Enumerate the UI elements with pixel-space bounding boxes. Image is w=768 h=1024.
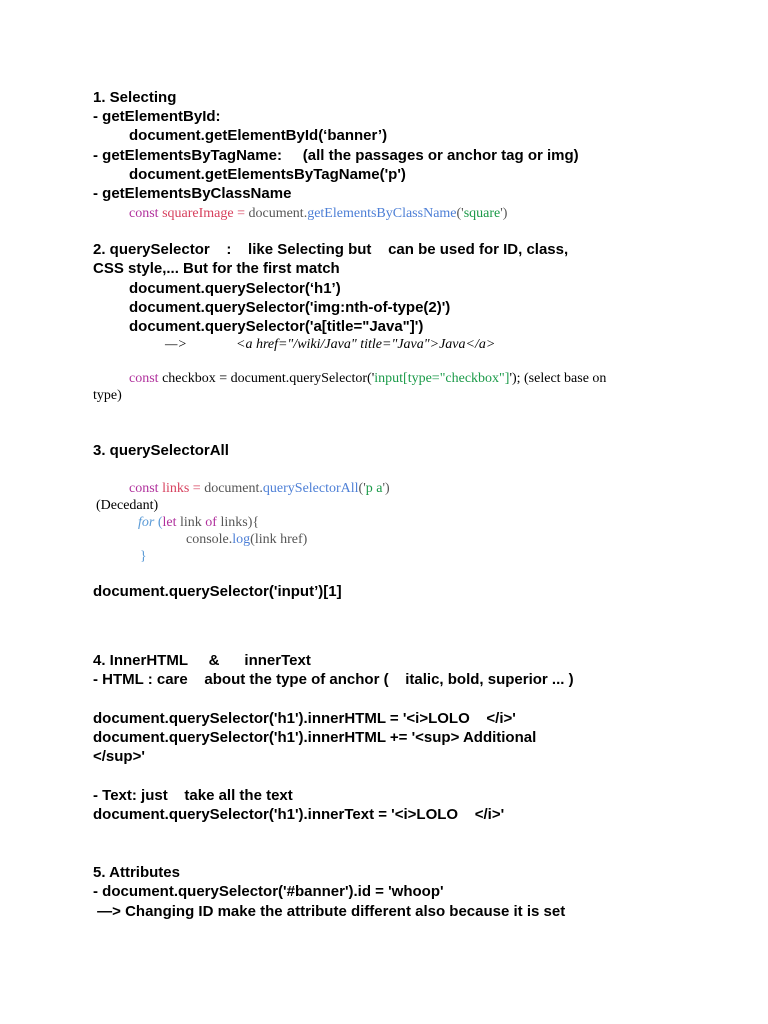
- inner-html-description: - HTML : care about the type of anchor ( italic, bold, superior ... ): [93, 671, 574, 688]
- code-string: square: [463, 206, 501, 221]
- code-log-args: (link href): [250, 532, 308, 547]
- query-selector-example-3: document.querySelector('a[title="Java"]'): [129, 318, 424, 335]
- inner-text-description: - Text: just take all the text: [93, 787, 293, 804]
- code-paren-close: '): [500, 206, 508, 221]
- code-function: getElementsByClassName: [307, 206, 457, 221]
- code-loop-end: links){: [216, 515, 260, 530]
- query-selector-index-example: document.querySelector('input’)[1]: [93, 583, 342, 600]
- code-function: querySelectorAll: [262, 481, 359, 496]
- code-variable: squareImage =: [158, 206, 249, 221]
- code-object: document.: [204, 481, 263, 496]
- for-loop-line: [138, 514, 259, 531]
- code-of-keyword: of: [205, 515, 217, 530]
- code-string: p a: [365, 481, 383, 496]
- code-log: log: [232, 532, 251, 547]
- get-element-by-id-example: document.getElementById(‘banner’): [129, 127, 388, 144]
- query-selector-example-1: document.querySelector(‘h1’): [129, 280, 341, 297]
- inner-html-example-2: document.querySelector('h1').innerHTML += '<sup> Additional: [93, 729, 537, 746]
- console-log-line: [186, 531, 307, 548]
- decedant-note: (Decedant): [96, 498, 159, 513]
- inner-html-example-1: document.querySelector('h1').innerHTML = '<i>LOLO </i>': [93, 710, 516, 727]
- code-keyword: const: [129, 206, 159, 221]
- code-keyword: const: [129, 371, 159, 386]
- get-elements-by-tag-name-label: - getElementsByTagName: (all the passages or anchor tag or img): [93, 147, 579, 164]
- get-element-by-id-label: - getElementById:: [93, 108, 221, 125]
- inner-html-example-2-cont: </sup>': [93, 748, 145, 765]
- code-console: console.: [186, 532, 233, 547]
- close-brace: }: [140, 549, 147, 564]
- class-name-code-line: [129, 205, 507, 222]
- checkbox-code-line: [129, 370, 606, 387]
- section-2-heading-cont: CSS style,... But for the first match: [93, 260, 340, 277]
- attributes-example: - document.querySelector('#banner').id = 'whoop': [93, 883, 444, 900]
- code-text: checkbox = document.querySelector(': [158, 371, 375, 386]
- section-1-heading: 1. Selecting: [93, 89, 177, 106]
- code-object: document.: [248, 206, 308, 221]
- section-3-heading: 3. querySelectorAll: [93, 442, 229, 459]
- code-paren-close: '): [382, 481, 390, 496]
- code-string: input[type="checkbox"]: [374, 371, 510, 386]
- attributes-note: —> Changing ID make the attribute different also because it is set: [93, 903, 566, 920]
- code-tail: '); (select base on: [509, 371, 607, 386]
- checkbox-code-wrap: type): [93, 388, 122, 403]
- arrow-glyph: —>: [165, 337, 187, 352]
- code-keyword: const: [129, 481, 159, 496]
- code-paren-open: (': [456, 206, 464, 221]
- inner-text-example: document.querySelector('h1').innerText = '<i>LOLO </i>': [93, 806, 505, 823]
- query-selector-example-2: document.querySelector('img:nth-of-type(2)'): [129, 299, 451, 316]
- section-4-heading: 4. InnerHTML & innerText: [93, 652, 311, 669]
- code-let-keyword: let: [162, 515, 177, 530]
- code-for-keyword: for: [138, 515, 155, 530]
- code-variable: links =: [158, 481, 205, 496]
- query-selector-all-code-line: [129, 480, 390, 497]
- code-loop-var: link: [176, 515, 206, 530]
- section-5-heading: 5. Attributes: [93, 864, 180, 881]
- code-paren-open: (': [358, 481, 366, 496]
- get-elements-by-class-name-label: - getElementsByClassName: [93, 185, 292, 202]
- get-elements-by-tag-name-example: document.getElementsByTagName('p'): [129, 166, 406, 183]
- section-2-heading: 2. querySelector : like Selecting but can be used for ID, class,: [93, 241, 569, 258]
- code-paren: (: [154, 515, 163, 530]
- arrow-result: <a href="/wiki/Java" title="Java">Java</a>: [236, 337, 496, 352]
